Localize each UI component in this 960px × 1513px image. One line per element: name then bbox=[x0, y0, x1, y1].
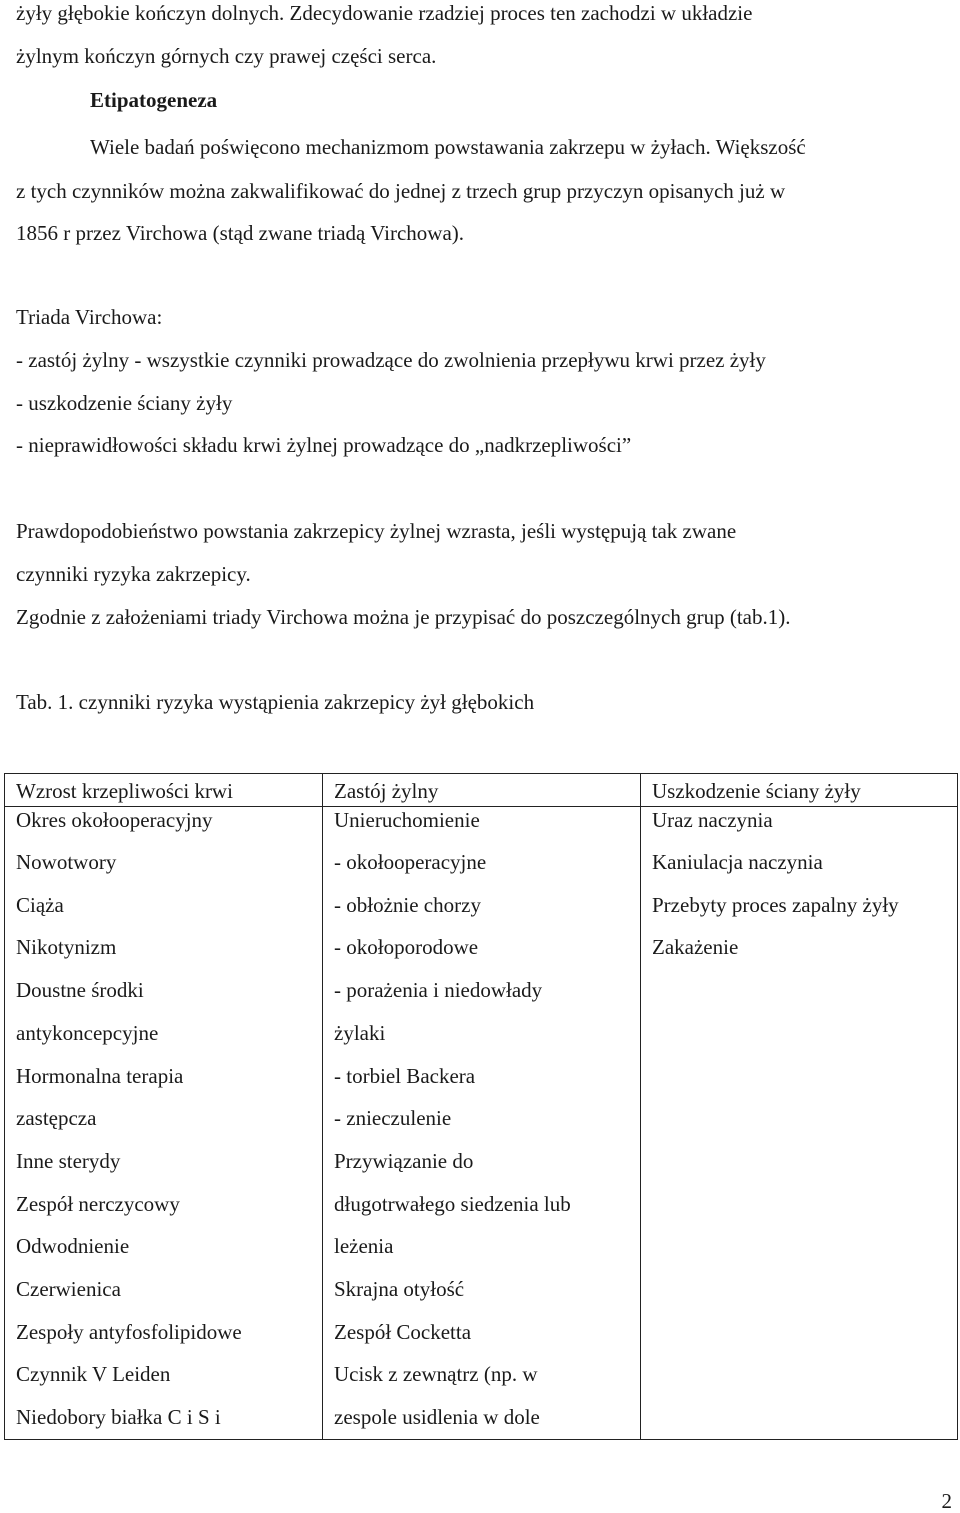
table-cell-line: Nikotynizm bbox=[16, 935, 117, 960]
column-venous-stasis bbox=[323, 807, 641, 1440]
table-cell-line: leżenia bbox=[334, 1234, 394, 1259]
triad-item: - zastój żylny - wszystkie czynniki prowadzące do zwolnienia przepływu krwi przez żyły bbox=[16, 348, 766, 372]
column-vessel-wall-damage bbox=[641, 807, 958, 1440]
paragraph-2-line-2: czynniki ryzyka zakrzepicy. bbox=[16, 562, 251, 586]
triad-item: - uszkodzenie ściany żyły bbox=[16, 391, 233, 415]
table-cell-line: - okołooperacyjne bbox=[334, 850, 487, 874]
paragraph-1-line-1: Wiele badań poświęcono mechanizmom powstawania zakrzepu w żyłach. Większość bbox=[90, 135, 806, 159]
table-cell-line: Uraz naczynia bbox=[652, 808, 773, 832]
intro-line-2: żylnym kończyn górnych czy prawej części serca. bbox=[16, 44, 437, 68]
table-cell-line: Zespoły antyfosfolipidowe bbox=[16, 1319, 242, 1344]
table-cell-line: - okołoporodowe bbox=[334, 935, 479, 960]
table-cell-line: żylaki bbox=[334, 1020, 386, 1045]
table-header-row bbox=[5, 774, 958, 807]
table-cell-line: Zakażenie bbox=[652, 935, 739, 960]
table-cell-line: Skrajna otyłość bbox=[334, 1277, 465, 1302]
table-cell-line: - porażenia i niedowłady bbox=[334, 978, 543, 1003]
table-cell-line: Doustne środki bbox=[16, 978, 144, 1003]
paragraph-2-line-3: Zgodnie z założeniami triady Virchowa można je przypisać do poszczególnych grup (tab.1). bbox=[16, 605, 791, 629]
table-cell-line: antykoncepcyjne bbox=[16, 1020, 159, 1045]
table-cell-line: Kaniulacja naczynia bbox=[652, 850, 823, 874]
table-cell-line: Unieruchomienie bbox=[334, 808, 480, 832]
table-cell-line: Hormonalna terapia bbox=[16, 1063, 184, 1088]
table-cell-line: Zespół Cocketta bbox=[334, 1319, 472, 1344]
table-header-cell: Uszkodzenie ściany żyły bbox=[641, 774, 958, 807]
column-coagulability bbox=[5, 807, 323, 1440]
table-cell-line: - obłożnie chorzy bbox=[334, 892, 481, 917]
table-cell-line: Przywiązanie do bbox=[334, 1148, 474, 1173]
table-cell-line: Zespół nerczycowy bbox=[16, 1191, 180, 1216]
table-cell-line: Czynnik V Leiden bbox=[16, 1362, 171, 1387]
table-cell-line: zespole usidlenia w dole bbox=[334, 1405, 540, 1430]
table-row bbox=[5, 807, 958, 1440]
table-cell-line: Odwodnienie bbox=[16, 1234, 130, 1259]
page-number: 2 bbox=[941, 1489, 952, 1513]
table-cell-line: Czerwienica bbox=[16, 1277, 121, 1302]
triad-item: - nieprawidłowości składu krwi żylnej prowadzące do „nadkrzepliwości” bbox=[16, 433, 632, 457]
table-cell-line: Niedobory białka C i S i bbox=[16, 1405, 221, 1430]
risk-factors-table bbox=[4, 773, 958, 1440]
section-heading: Etipatogeneza bbox=[90, 88, 218, 112]
table-cell-line: Ciąża bbox=[16, 892, 64, 917]
paragraph-2-line-1: Prawdopodobieństwo powstania zakrzepicy żylnej wzrasta, jeśli występują tak zwane bbox=[16, 519, 737, 543]
table-cell-line: - znieczulenie bbox=[334, 1106, 452, 1131]
table-cell-line: Ucisk z zewnątrz (np. w bbox=[334, 1362, 538, 1387]
table-cell-line: długotrwałego siedzenia lub bbox=[334, 1191, 571, 1216]
table-cell-line: Przebyty proces zapalny żyły bbox=[652, 892, 899, 917]
intro-line-1: żyły głębokie kończyn dolnych. Zdecydowanie rzadziej proces ten zachodzi w układzie bbox=[16, 1, 753, 25]
table-cell-line: zastępcza bbox=[16, 1106, 97, 1131]
table-cell-line: Inne sterydy bbox=[16, 1148, 121, 1173]
table-caption: Tab. 1. czynniki ryzyka wystąpienia zakrzepicy żył głębokich bbox=[16, 690, 535, 714]
table-cell-line: Nowotwory bbox=[16, 850, 117, 874]
table-cell-line: - torbiel Backera bbox=[334, 1063, 476, 1088]
paragraph-1-line-3: 1856 r przez Virchowa (stąd zwane triadą Virchowa). bbox=[16, 221, 465, 245]
table-header-cell: Wzrost krzepliwości krwi bbox=[5, 774, 323, 807]
paragraph-1-line-2: z tych czynników można zakwalifikować do jednej z trzech grup przyczyn opisanych już w bbox=[16, 179, 786, 203]
triad-title: Triada Virchowa: bbox=[16, 305, 163, 329]
table-cell-line: Okres okołooperacyjny bbox=[16, 808, 213, 832]
table-header-cell: Zastój żylny bbox=[323, 774, 641, 807]
